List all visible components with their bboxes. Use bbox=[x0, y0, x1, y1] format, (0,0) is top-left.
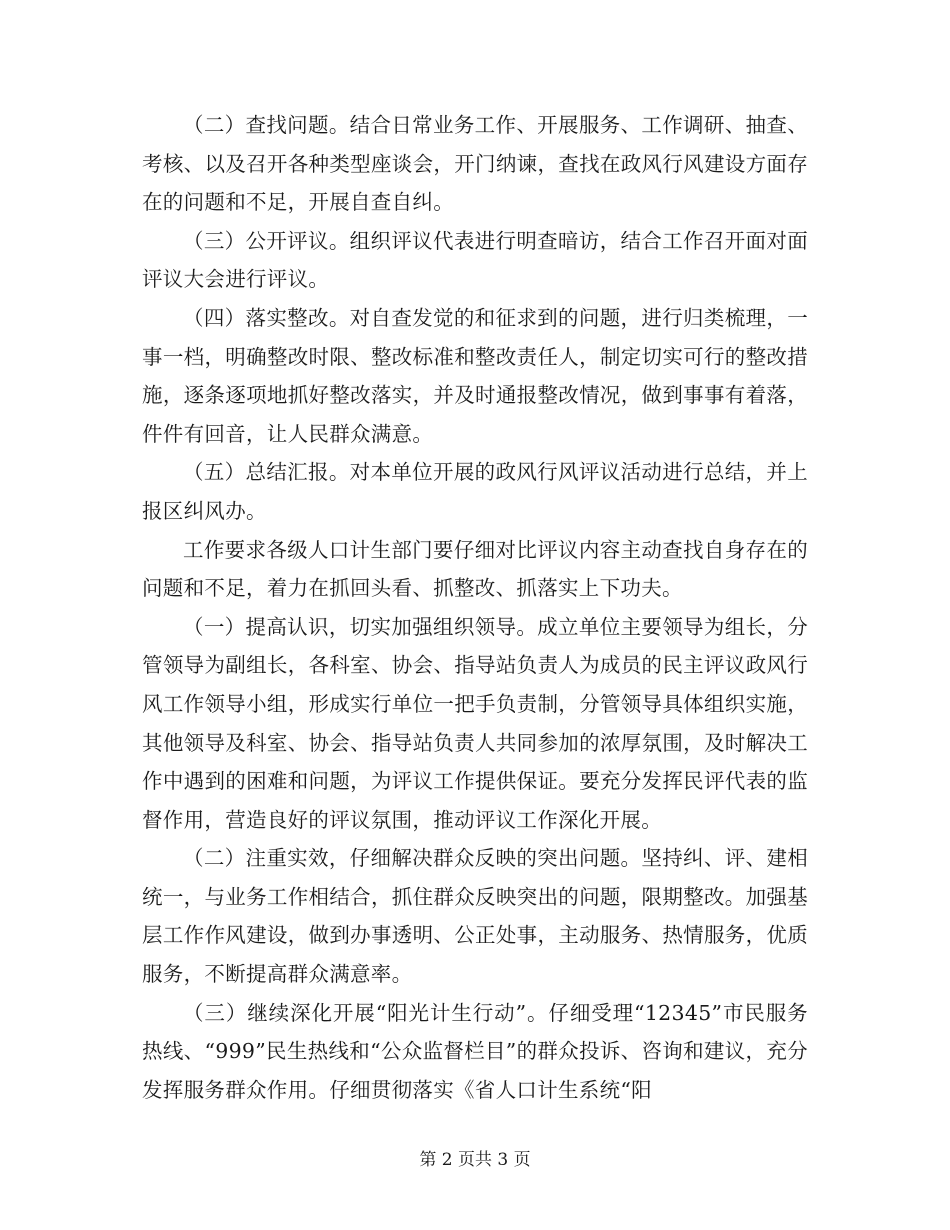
document-body bbox=[142, 106, 808, 1109]
paragraph-raise-awareness: （一）提高认识，切实加强组织领导。成立单位主要领导为组长，分管领导为副组长，各科室、协会、指导站负责人为成员的民主评议政风行风工作领导小组，形成实行单位一把手负责制，分管领导具体组织实施，其他领导及科室、协会、指导站负责人共同参加的浓厚氛围，及时解决工作中遇到的困难和问题，为评议工作提供保证。要充分发挥民评代表的监督作用，营造良好的评议氛围，推动评议工作深化开展。 bbox=[142, 614, 808, 832]
paragraph-public-review: （三）公开评议。组织评议代表进行明查暗访，结合工作召开面对面评议大会进行评议。 bbox=[142, 228, 808, 292]
paragraph-investigate-problems: （二）查找问题。结合日常业务工作、开展服务、工作调研、抽查、考核、以及召开各种类型座谈会，开门纳谏，查找在政风行风建设方面存在的问题和不足，开展自查自纠。 bbox=[142, 113, 808, 215]
paragraph-implement-rectification: （四）落实整改。对自查发觉的和征求到的问题，进行归类梳理，一事一档，明确整改时限、整改标准和整改责任人，制定切实可行的整改措施，逐条逐项地抓好整改落实，并及时通报整改情况，做到事事有着落，件件有回音，让人民群众满意。 bbox=[142, 305, 808, 446]
paragraph-focus-effectiveness: （二）注重实效，仔细解决群众反映的突出问题。坚持纠、评、建相统一，与业务工作相结合，抓住群众反映突出的问题，限期整改。加强基层工作作风建设，做到办事透明、公正处事，主动服务、热情服务，优质服务，不断提高群众满意率。 bbox=[142, 846, 808, 987]
page-number-footer: 第 2 页共 3 页 bbox=[419, 1150, 531, 1170]
paragraph-sunshine-action: （三）继续深化开展“阳光计生行动”。仔细受理“12345”市民服务热线、“999”民生热线和“公众监督栏目”的群众投诉、咨询和建议，充分发挥服务群众作用。仔细贯彻落实《省人口计生系统“阳 bbox=[142, 1000, 808, 1102]
paragraph-summary-report: （五）总结汇报。对本单位开展的政风行风评议活动进行总结，并上报区纠风办。 bbox=[142, 460, 808, 523]
paragraph-work-requirements: 工作要求各级人口计生部门要仔细对比评议内容主动查找自身存在的问题和不足，着力在抓回头看、抓整改、抓落实上下功夫。 bbox=[142, 537, 808, 601]
